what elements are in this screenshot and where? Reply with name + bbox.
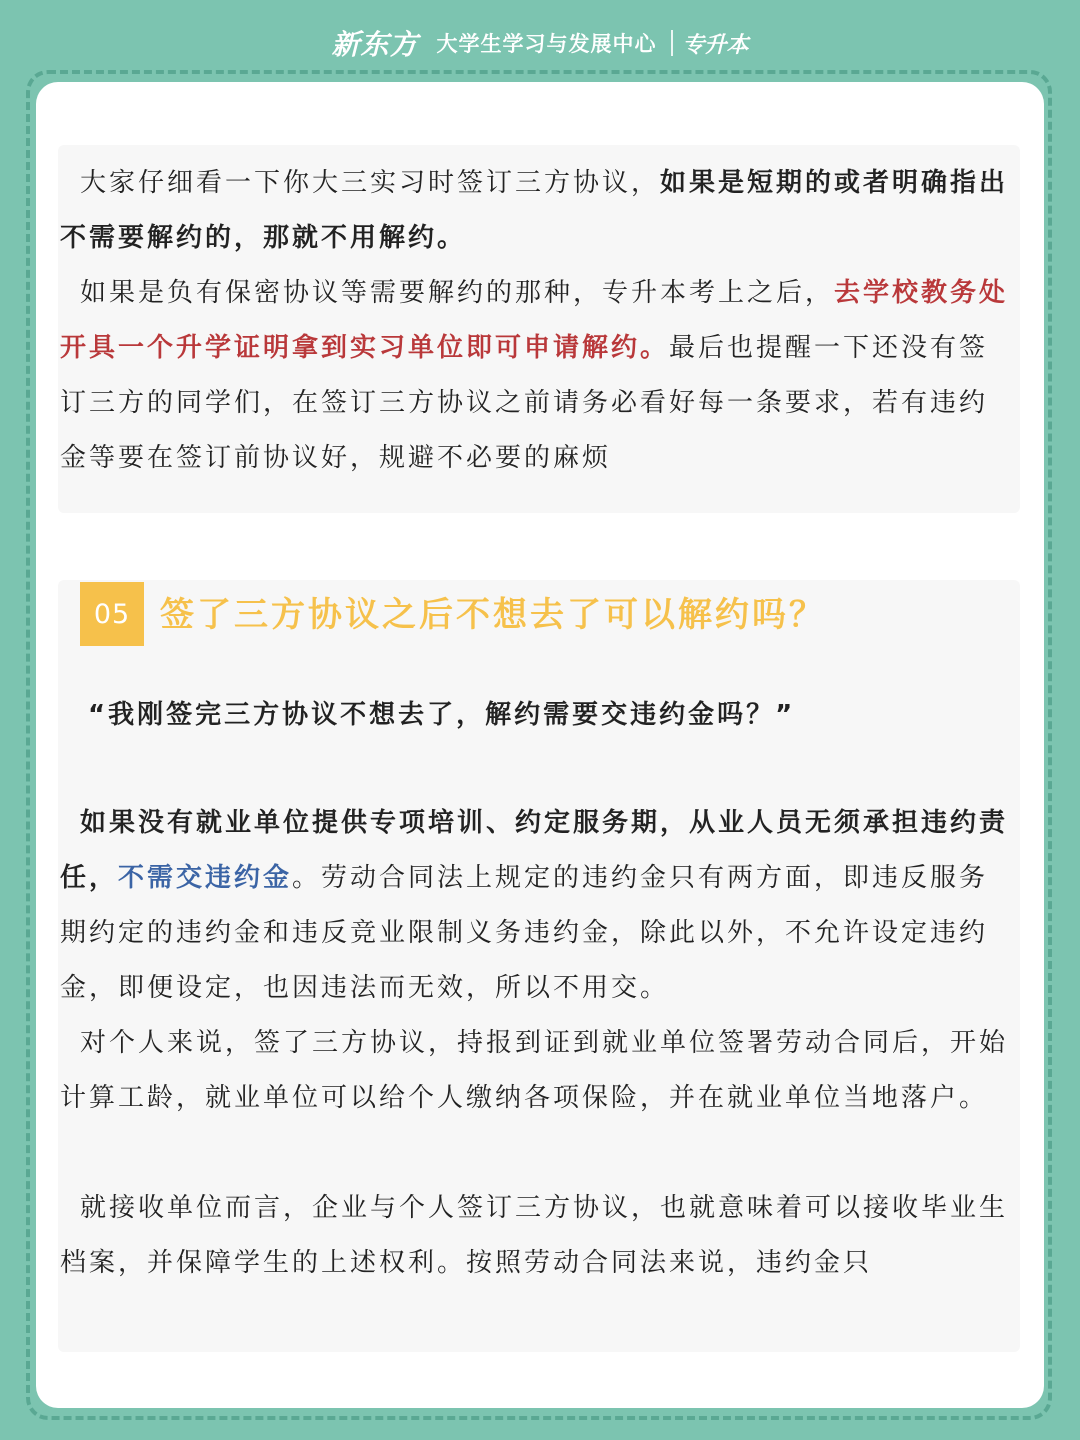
paragraph-text: 。劳动合同法上规定的违约金只有两方面，即违反服务期约定的违约金和违反竞业限制义务违约金，除此以外，不允许设定违约金，即便设定，也因违法而无效，所以不用交。: [60, 863, 989, 1003]
paragraph-text: 如果是负有保密协议等需要解约的那种，专升本考上之后，: [80, 278, 835, 308]
highlight-red: 去学校教务处开具一个升学证明拿到实习单位即可申请解约。: [60, 278, 1009, 363]
paragraph-termination-steps: [60, 266, 1010, 486]
question-quote: “我刚签完三方协议不想去了，解约需要交违约金吗？”: [88, 700, 796, 730]
paragraph-emphasis: 如果是短期的或者明确指出不需要解约的，那就不用解约。: [60, 168, 1009, 253]
paragraph-text: 大家仔细看一下你大三实习时签订三方协议，: [80, 168, 661, 198]
paragraph-text: 就接收单位而言，企业与个人签订三方协议，也就意味着可以接收毕业生档案，并保障学生的上述权利。按照劳动合同法来说，违约金只: [60, 1193, 1009, 1278]
paragraph-penalty-rule: [60, 796, 1010, 1016]
paragraph-individual: [60, 1016, 1010, 1126]
org-name: 大学生学习与发展中心: [436, 32, 657, 56]
header-divider: [671, 30, 673, 56]
paragraph-emphasis: 如果没有就业单位提供专项培训、约定服务期，从业人员无须承担违约责任，: [60, 808, 1009, 893]
highlight-blue: 不需交违约金: [118, 863, 293, 893]
program-tag: 专升本: [682, 32, 749, 58]
paragraph-text: 最后也提醒一下还没有签订三方的同学们，在签订三方协议之前请务必看好每一条要求，若有违约金等要在签订前协议好，规避不必要的麻烦: [60, 333, 989, 473]
paragraph-text: 对个人来说，签了三方协议，持报到证到就业单位签署劳动合同后，开始计算工龄，就业单位可以给个人缴纳各项保险，并在就业单位当地落户。: [60, 1028, 1009, 1113]
paragraph-termination-condition: [60, 156, 1010, 266]
section-title: 签了三方协议之后不想去了可以解约吗？: [160, 595, 826, 635]
brand-logo: 新东方: [331, 28, 419, 61]
section-number-badge: 05: [80, 582, 144, 646]
paragraph-employer: [60, 1181, 1010, 1291]
